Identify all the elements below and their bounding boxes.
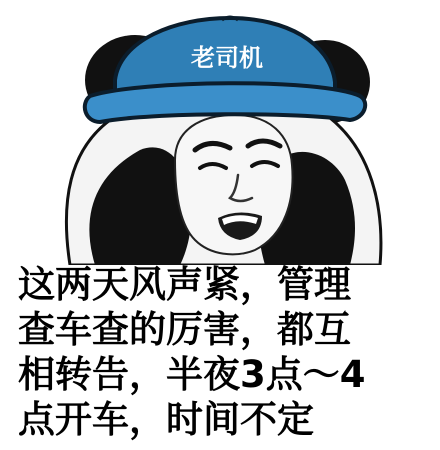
caption-line: 点开车，时间不定 <box>18 398 314 441</box>
caption-line: 查车查的厉害，都互 <box>18 308 351 351</box>
caption-line: 这两天风声紧，管理 <box>18 263 351 306</box>
meme-caption <box>18 262 428 442</box>
cap-brim <box>85 83 365 122</box>
cap-text: 老司机 <box>191 44 263 72</box>
caption-line: 相转告，半夜3点～4 <box>18 353 366 396</box>
